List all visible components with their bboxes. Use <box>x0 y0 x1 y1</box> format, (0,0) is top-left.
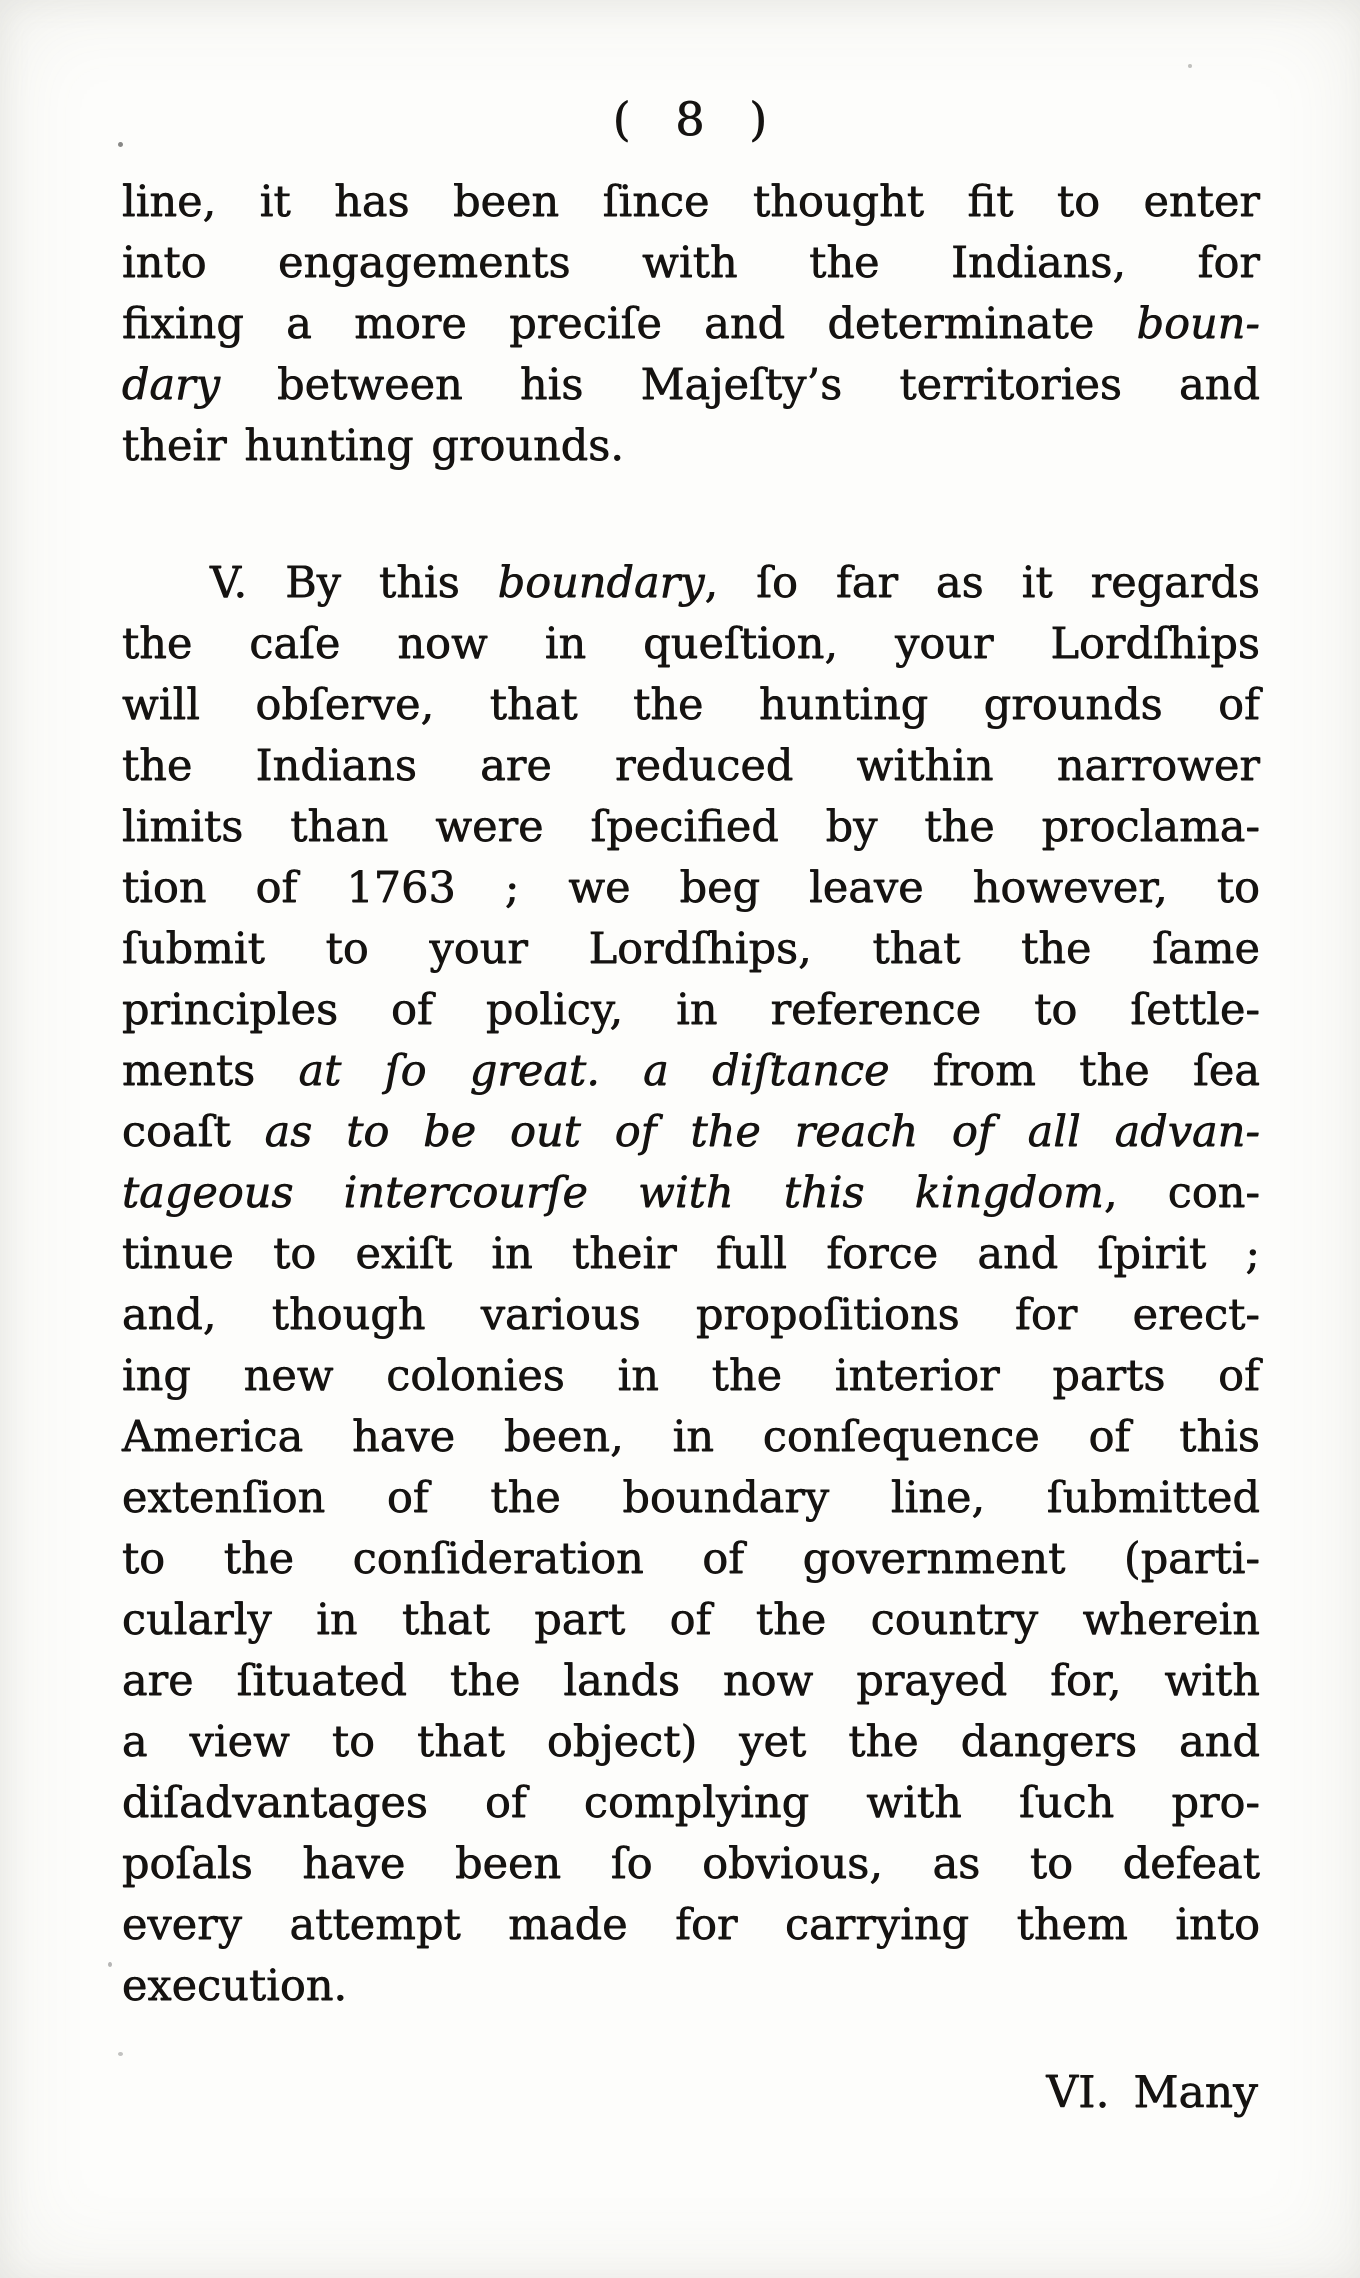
text-segment: will obſerve, that the hunting grounds of <box>122 680 1260 730</box>
scan-speckle <box>1188 64 1192 68</box>
text-line <box>122 1163 1260 1224</box>
text-segment: diſadvantages of complying with ſuch pro- <box>122 1778 1260 1828</box>
text-line <box>122 172 1260 233</box>
text-segment: , ſo far as it regards <box>704 558 1260 608</box>
catchword: VI. Many <box>1046 2067 1258 2118</box>
text-segment: ing new colonies in the interior parts of <box>122 1351 1260 1401</box>
text-segment: into engagements with the Indians, for <box>122 238 1260 288</box>
text-line <box>122 980 1260 1041</box>
text-segment: America have been, in conſequence of this <box>122 1412 1260 1462</box>
text-segment: to the conſideration of government (parti- <box>122 1534 1260 1584</box>
italic-text-segment: as to be out of the reach of all advan- <box>264 1107 1260 1157</box>
text-segment: a view to that object) yet the dangers and <box>122 1717 1260 1767</box>
text-segment: principles of policy, in reference to ſettle- <box>122 985 1260 1035</box>
text-line <box>122 1651 1260 1712</box>
text-segment: the Indians are reduced within narrower <box>122 741 1260 791</box>
text-segment: ments <box>122 1046 299 1096</box>
text-line <box>122 233 1260 294</box>
text-segment: coaſt <box>122 1107 265 1157</box>
text-segment: line, it has been ſince thought fit to enter <box>122 177 1260 227</box>
text-segment: limits than were ſpecified by the proclama- <box>122 802 1260 852</box>
text-segment: execution. <box>122 1961 348 2011</box>
text-line <box>122 1956 1260 2017</box>
text-segment: from the ſea <box>889 1046 1260 1096</box>
scan-speckle <box>118 2052 123 2056</box>
text-line <box>122 858 1260 919</box>
italic-text-segment: tageous intercourſe with this kingdom <box>122 1168 1104 1218</box>
text-line <box>122 675 1260 736</box>
text-line <box>122 1468 1260 1529</box>
italic-text-segment: boun- <box>1136 299 1260 349</box>
paragraph <box>122 172 1260 477</box>
text-segment: poſals have been ſo obvious, as to defeat <box>122 1839 1260 1889</box>
text-line <box>122 1590 1260 1651</box>
text-segment: every attempt made for carrying them into <box>122 1900 1260 1950</box>
text-segment: are ſituated the lands now prayed for, with <box>122 1656 1260 1706</box>
text-line <box>122 553 1260 614</box>
text-line <box>122 1102 1260 1163</box>
text-segment: and, though various propoſitions for erect- <box>122 1290 1260 1340</box>
paragraph <box>122 553 1260 2017</box>
text-line <box>122 736 1260 797</box>
scan-speckle <box>108 1962 112 1967</box>
italic-text-segment: boundary <box>497 558 705 608</box>
text-line <box>122 614 1260 675</box>
page-body <box>122 172 1260 2017</box>
text-segment: ſubmit to your Lordſhips, that the ſame <box>122 924 1260 974</box>
text-line <box>122 1773 1260 1834</box>
text-segment: tion of 1763 ; we beg leave however, to <box>122 863 1260 913</box>
italic-text-segment: at ſo great. a diſtance <box>298 1046 890 1096</box>
text-line <box>122 355 1260 416</box>
text-line <box>122 416 1260 477</box>
text-line <box>122 797 1260 858</box>
text-segment: fixing a more preciſe and determinate <box>122 299 1137 349</box>
italic-text-segment: dary <box>122 360 221 410</box>
text-line <box>122 1224 1260 1285</box>
text-line <box>122 919 1260 980</box>
text-segment: tinue to exiſt in their full force and ſpirit ; <box>122 1229 1260 1279</box>
text-segment: V. By this <box>210 558 498 608</box>
page-number-header: ( 8 ) <box>612 92 770 146</box>
text-segment: the caſe now in queſtion, your Lordſhips <box>122 619 1260 669</box>
text-line <box>122 1407 1260 1468</box>
text-segment: cularly in that part of the country wherein <box>122 1595 1260 1645</box>
scan-speckle <box>118 142 123 147</box>
text-segment: between his Majeſty’s territories and <box>220 360 1260 410</box>
text-line <box>122 1041 1260 1102</box>
text-segment: their hunting grounds. <box>122 421 625 471</box>
text-segment: extenſion of the boundary line, ſubmitted <box>122 1473 1260 1523</box>
text-line <box>122 1285 1260 1346</box>
text-line <box>122 294 1260 355</box>
text-line <box>122 1712 1260 1773</box>
text-line <box>122 1834 1260 1895</box>
text-line <box>122 1346 1260 1407</box>
text-line <box>122 1895 1260 1956</box>
text-segment: , con- <box>1103 1168 1260 1218</box>
text-line <box>122 1529 1260 1590</box>
